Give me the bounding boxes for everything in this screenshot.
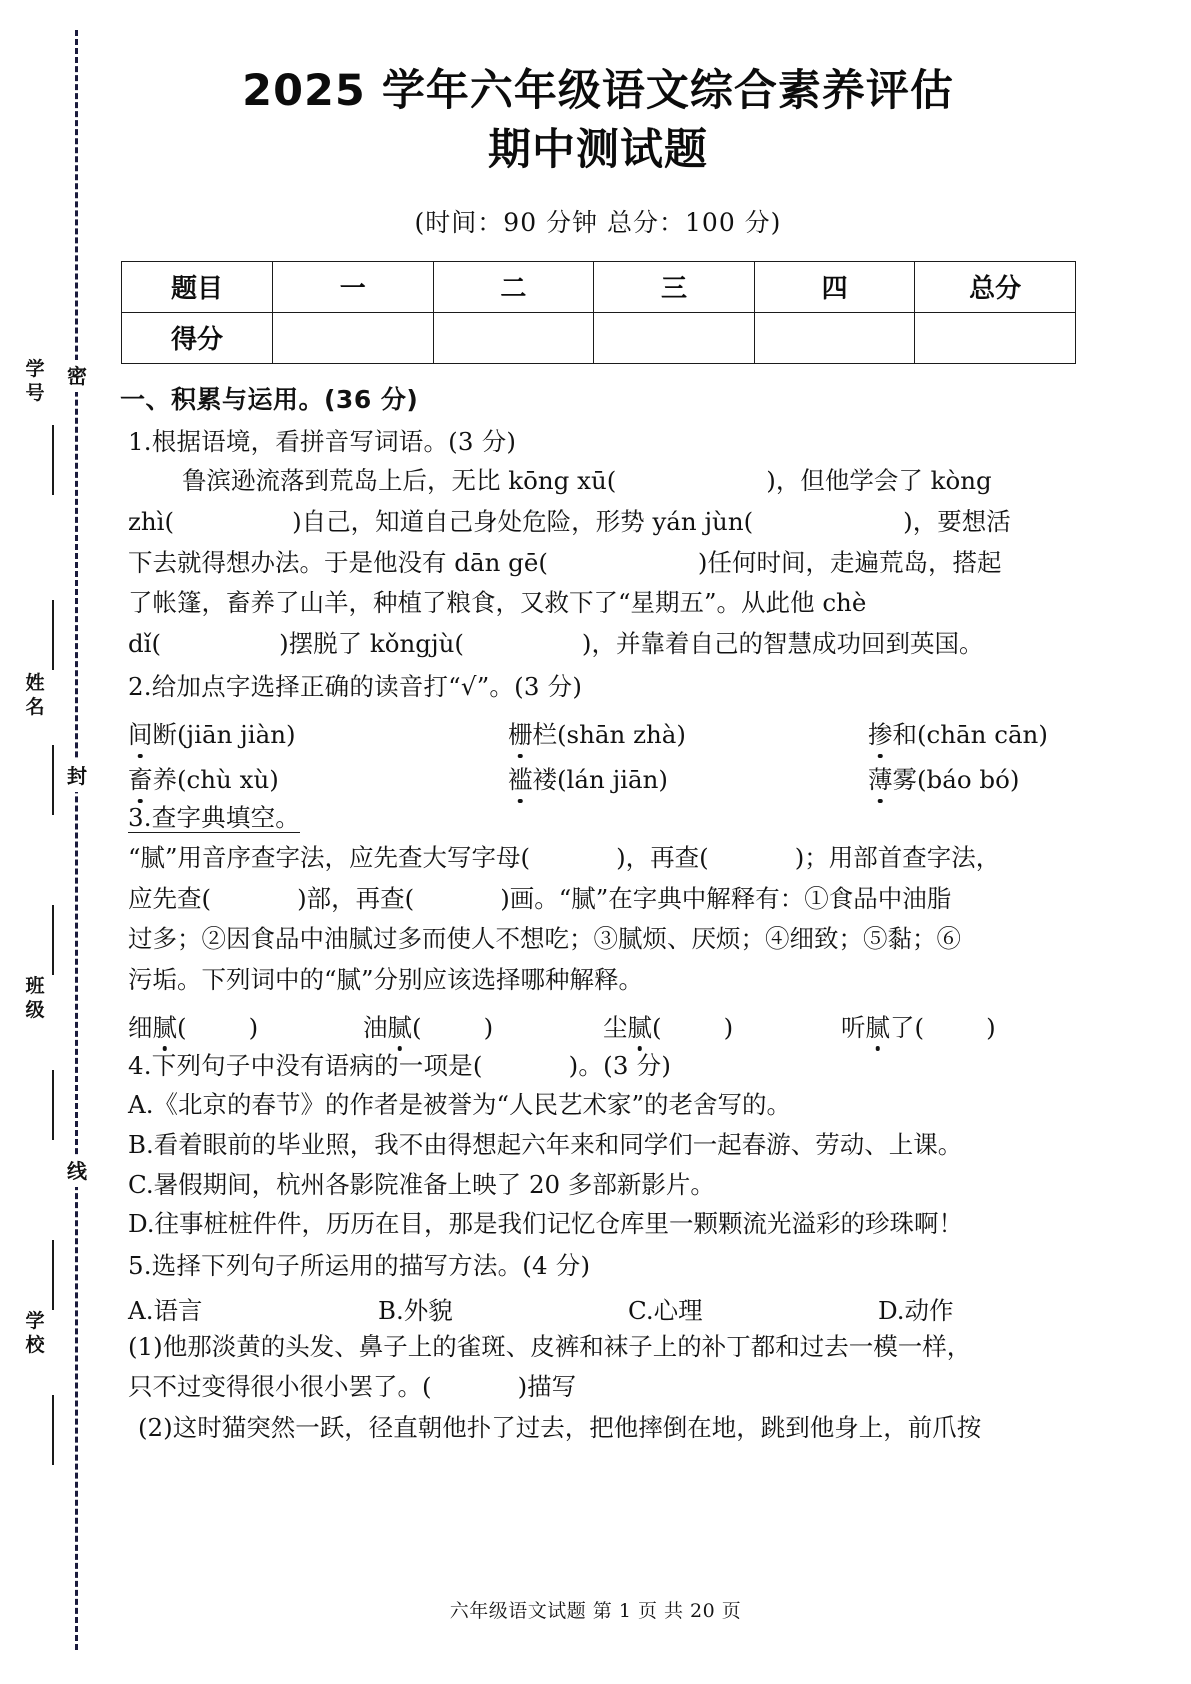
q3-word-post: 了( [890, 1012, 925, 1042]
dotted-char: 腻 [153, 1009, 178, 1044]
question-3-prompt-text: 3.查字典填空。 [128, 803, 300, 833]
score-cell-1[interactable] [273, 312, 434, 363]
field-rule [52, 1240, 54, 1310]
q3-word-pre: 听 [841, 1012, 866, 1042]
field-label-school [14, 1310, 60, 1358]
question-4-option-c[interactable]: C.暑假期间，杭州各影院准备上映了 20 多部新影片。 [128, 1169, 715, 1199]
question-5-sub-1-line-2 [128, 1367, 1078, 1408]
field-rule [52, 1070, 54, 1140]
q3-text-b: )，再查( [616, 843, 709, 872]
passage-line3b: )任何时间，走遍荒岛，搭起 [697, 547, 1002, 577]
paper-body [118, 0, 1078, 1684]
dotted-char: 褴 [508, 761, 533, 796]
question-5-option-a[interactable]: A.语言 [128, 1295, 203, 1325]
field-char: 级 [25, 998, 49, 1021]
passage-line3a: 下去就得想办法。于是他没有 dān gē( [128, 547, 548, 577]
page-footer: 六年级语文试题 第 1 页 共 20 页 [449, 1600, 742, 1622]
pinyin-item[interactable] [868, 761, 1019, 796]
field-rule [52, 600, 54, 670]
paren-open: ( [652, 1012, 662, 1042]
score-col-total: 总分 [915, 261, 1076, 312]
field-rule [52, 425, 54, 495]
q4-prompt-b: )。(3 分) [568, 1050, 672, 1080]
passage-line1b: )，但他学会了 kòng [766, 466, 992, 496]
dotted-char: 栅 [508, 716, 533, 751]
field-char: 学 [25, 358, 49, 380]
score-table [121, 261, 1076, 364]
score-col-2: 二 [433, 261, 594, 312]
question-5-option-d[interactable]: D.动作 [878, 1295, 954, 1325]
dotted-char: 畜 [128, 761, 153, 796]
score-cell-3[interactable] [594, 312, 755, 363]
question-4-option-b[interactable]: B.看着眼前的毕业照，我不由得想起六年来和同学们一起春游、劳动、上课。 [128, 1130, 963, 1159]
seal-char-xian: 线 [60, 1155, 94, 1187]
dotted-char: 间 [128, 716, 153, 751]
question-1-prompt: 1.根据语境，看拼音写词语。(3 分) [128, 426, 517, 456]
table-row-scores [122, 312, 1076, 363]
dotted-char: 掺 [868, 716, 893, 751]
field-char: 名 [25, 695, 49, 718]
score-col-1: 一 [273, 261, 434, 312]
q3-blank-item[interactable]: 听腻了( ) [841, 1009, 996, 1044]
section-heading: 一、积累与运用。(36 分) [120, 384, 419, 414]
page-title [118, 62, 1078, 181]
question-3-line-2 [128, 879, 1078, 920]
question-1-passage-cont: 了帐篷，畜养了山羊，种植了粮食，又救下了“星期五”。从此他 chè [128, 588, 867, 618]
dotted-char: 腻 [388, 1009, 413, 1044]
q3-blank-item[interactable]: 尘腻( ) [603, 1009, 841, 1044]
paren-open: ( [412, 1012, 422, 1042]
seal-char-mi: 密 [60, 360, 94, 392]
dotted-char: 腻 [866, 1009, 891, 1044]
question-4-option-d[interactable]: D.往事桩桩件件，历历在目，那是我们记忆仓库里一颗颗流光溢彩的珍珠啊！ [128, 1209, 964, 1239]
score-col-3: 三 [594, 261, 755, 312]
score-row-label: 题目 [122, 261, 273, 312]
field-rule [52, 905, 54, 975]
question-2-prompt: 2.给加点字选择正确的读音打“√”。(3 分) [128, 671, 583, 701]
field-char: 号 [25, 381, 49, 404]
pinyin-text: 褛(lán jiān) [532, 765, 668, 795]
question-1-passage [128, 461, 1078, 502]
dotted-char: 薄 [868, 761, 893, 796]
question-1-passage-cont [128, 624, 1078, 665]
q3-word-pre: 油 [363, 1012, 388, 1042]
pinyin-text: 栏(shān zhà) [532, 720, 686, 750]
q3-word-pre: 细 [128, 1012, 153, 1042]
field-label-class [14, 975, 60, 1023]
seal-char-feng: 封 [60, 760, 94, 792]
passage-line5c: )，并靠着自己的智慧成功回到英国。 [581, 628, 984, 658]
score-col-4: 四 [754, 261, 915, 312]
question-3-line-1 [128, 838, 1078, 879]
score-cell-total[interactable] [915, 312, 1076, 363]
question-5-option-b[interactable]: B.外貌 [378, 1295, 453, 1325]
q3-text-a: 应先查( [128, 883, 212, 913]
q3-text-b: )部，再查( [297, 883, 415, 913]
q3-text-c: )画。“腻”在字典中解释有：①食品中油脂 [500, 883, 952, 913]
score-cell-4[interactable] [754, 312, 915, 363]
passage-line2b: )自己，知道自己身处危险，形势 yán jùn( [292, 507, 754, 536]
pinyin-item[interactable] [868, 716, 1048, 751]
page-title-line1: 2025 学年六年级语文综合素养评估 [242, 66, 954, 116]
field-char: 校 [25, 1333, 49, 1356]
question-5-sub-1-line-1: (1)他那淡黄的头发、鼻子上的雀斑、皮裤和袜子上的补丁都和过去一模一样， [128, 1331, 972, 1361]
question-4-option-a[interactable]: A.《北京的春节》的作者是被誉为“人民艺术家”的老舍写的。 [128, 1090, 792, 1120]
field-label-student-number [14, 358, 60, 406]
q3-word-pre: 尘 [603, 1012, 628, 1042]
pinyin-text: 养(chù xù) [152, 765, 279, 795]
seal-dashed-line [75, 30, 78, 1650]
field-char: 学 [25, 1310, 49, 1332]
q4-prompt-a: 4.下列句子中没有语病的一项是( [128, 1050, 483, 1080]
paren-open: ( [177, 1012, 187, 1042]
question-5-sub-2-line-1: (2)这时猫突然一跃，径直朝他扑了过去，把他摔倒在地，跳到他身上，前爪按 [138, 1413, 982, 1443]
passage-line5b: )摆脱了 kǒngjù( [279, 628, 464, 658]
score-cell-2[interactable] [433, 312, 594, 363]
field-rule [52, 1395, 54, 1465]
seal-line-column [0, 0, 105, 1684]
passage-line2c: )，要想活 [903, 507, 1011, 536]
q3-blank-item[interactable]: 油腻( ) [363, 1009, 603, 1044]
question-4-prompt [128, 1046, 1078, 1086]
field-char: 姓 [25, 672, 49, 694]
q3-text-c: )；用部首查字法， [794, 843, 1001, 872]
question-2-row-1 [128, 716, 1078, 751]
pinyin-item[interactable] [508, 761, 868, 796]
pinyin-text: 雾(báo bó) [892, 765, 1020, 795]
question-5-option-c[interactable]: C.心理 [628, 1295, 703, 1325]
question-1-passage-cont [128, 502, 1078, 543]
pinyin-item[interactable] [128, 761, 508, 796]
table-row-header [122, 261, 1076, 312]
q5-sub1-text-b: )描写 [517, 1372, 577, 1402]
exam-subtitle: (时间：90 分钟 总分：100 分) [414, 207, 782, 237]
passage-line1a: 鲁滨逊流落到荒岛上后，无比 kōng xū( [182, 466, 617, 496]
pinyin-item[interactable] [128, 716, 508, 751]
q3-blank-item[interactable]: 细腻( ) [128, 1009, 363, 1044]
field-rule [52, 745, 54, 815]
q3-text-a: “腻”用音序查字法，应先查大写字母( [128, 843, 531, 872]
passage-line2a: zhì( [128, 507, 175, 536]
dotted-char: 腻 [628, 1009, 653, 1044]
question-5-prompt: 5.选择下列句子所运用的描写方法。(4 分) [128, 1251, 591, 1281]
passage-line5a: dǐ( [128, 628, 162, 658]
question-3-answer-row [128, 1009, 1078, 1044]
pinyin-text: 和(chān cān) [892, 720, 1048, 750]
question-3-line-4: 污垢。下列词中的“腻”分别应该选择哪种解释。 [128, 964, 644, 994]
field-label-student-name [14, 672, 60, 720]
pinyin-item[interactable] [508, 716, 868, 751]
score-row-label: 得分 [122, 312, 273, 363]
q5-sub1-text-a: 只不过变得很小很小罢了。( [128, 1372, 432, 1402]
page-title-line2: 期中测试题 [488, 125, 708, 176]
question-2-row-2 [128, 761, 1078, 796]
field-char: 班 [25, 975, 49, 997]
question-3-prompt [128, 798, 1078, 838]
question-3-line-3: 过多；②因食品中油腻过多而使人不想吃；③腻烦、厌烦；④细致；⑤黏；⑥ [128, 924, 961, 954]
question-5-options [128, 1292, 1078, 1327]
pinyin-text: 断(jiān jiàn) [152, 720, 296, 750]
question-1-passage-cont [128, 543, 1078, 584]
